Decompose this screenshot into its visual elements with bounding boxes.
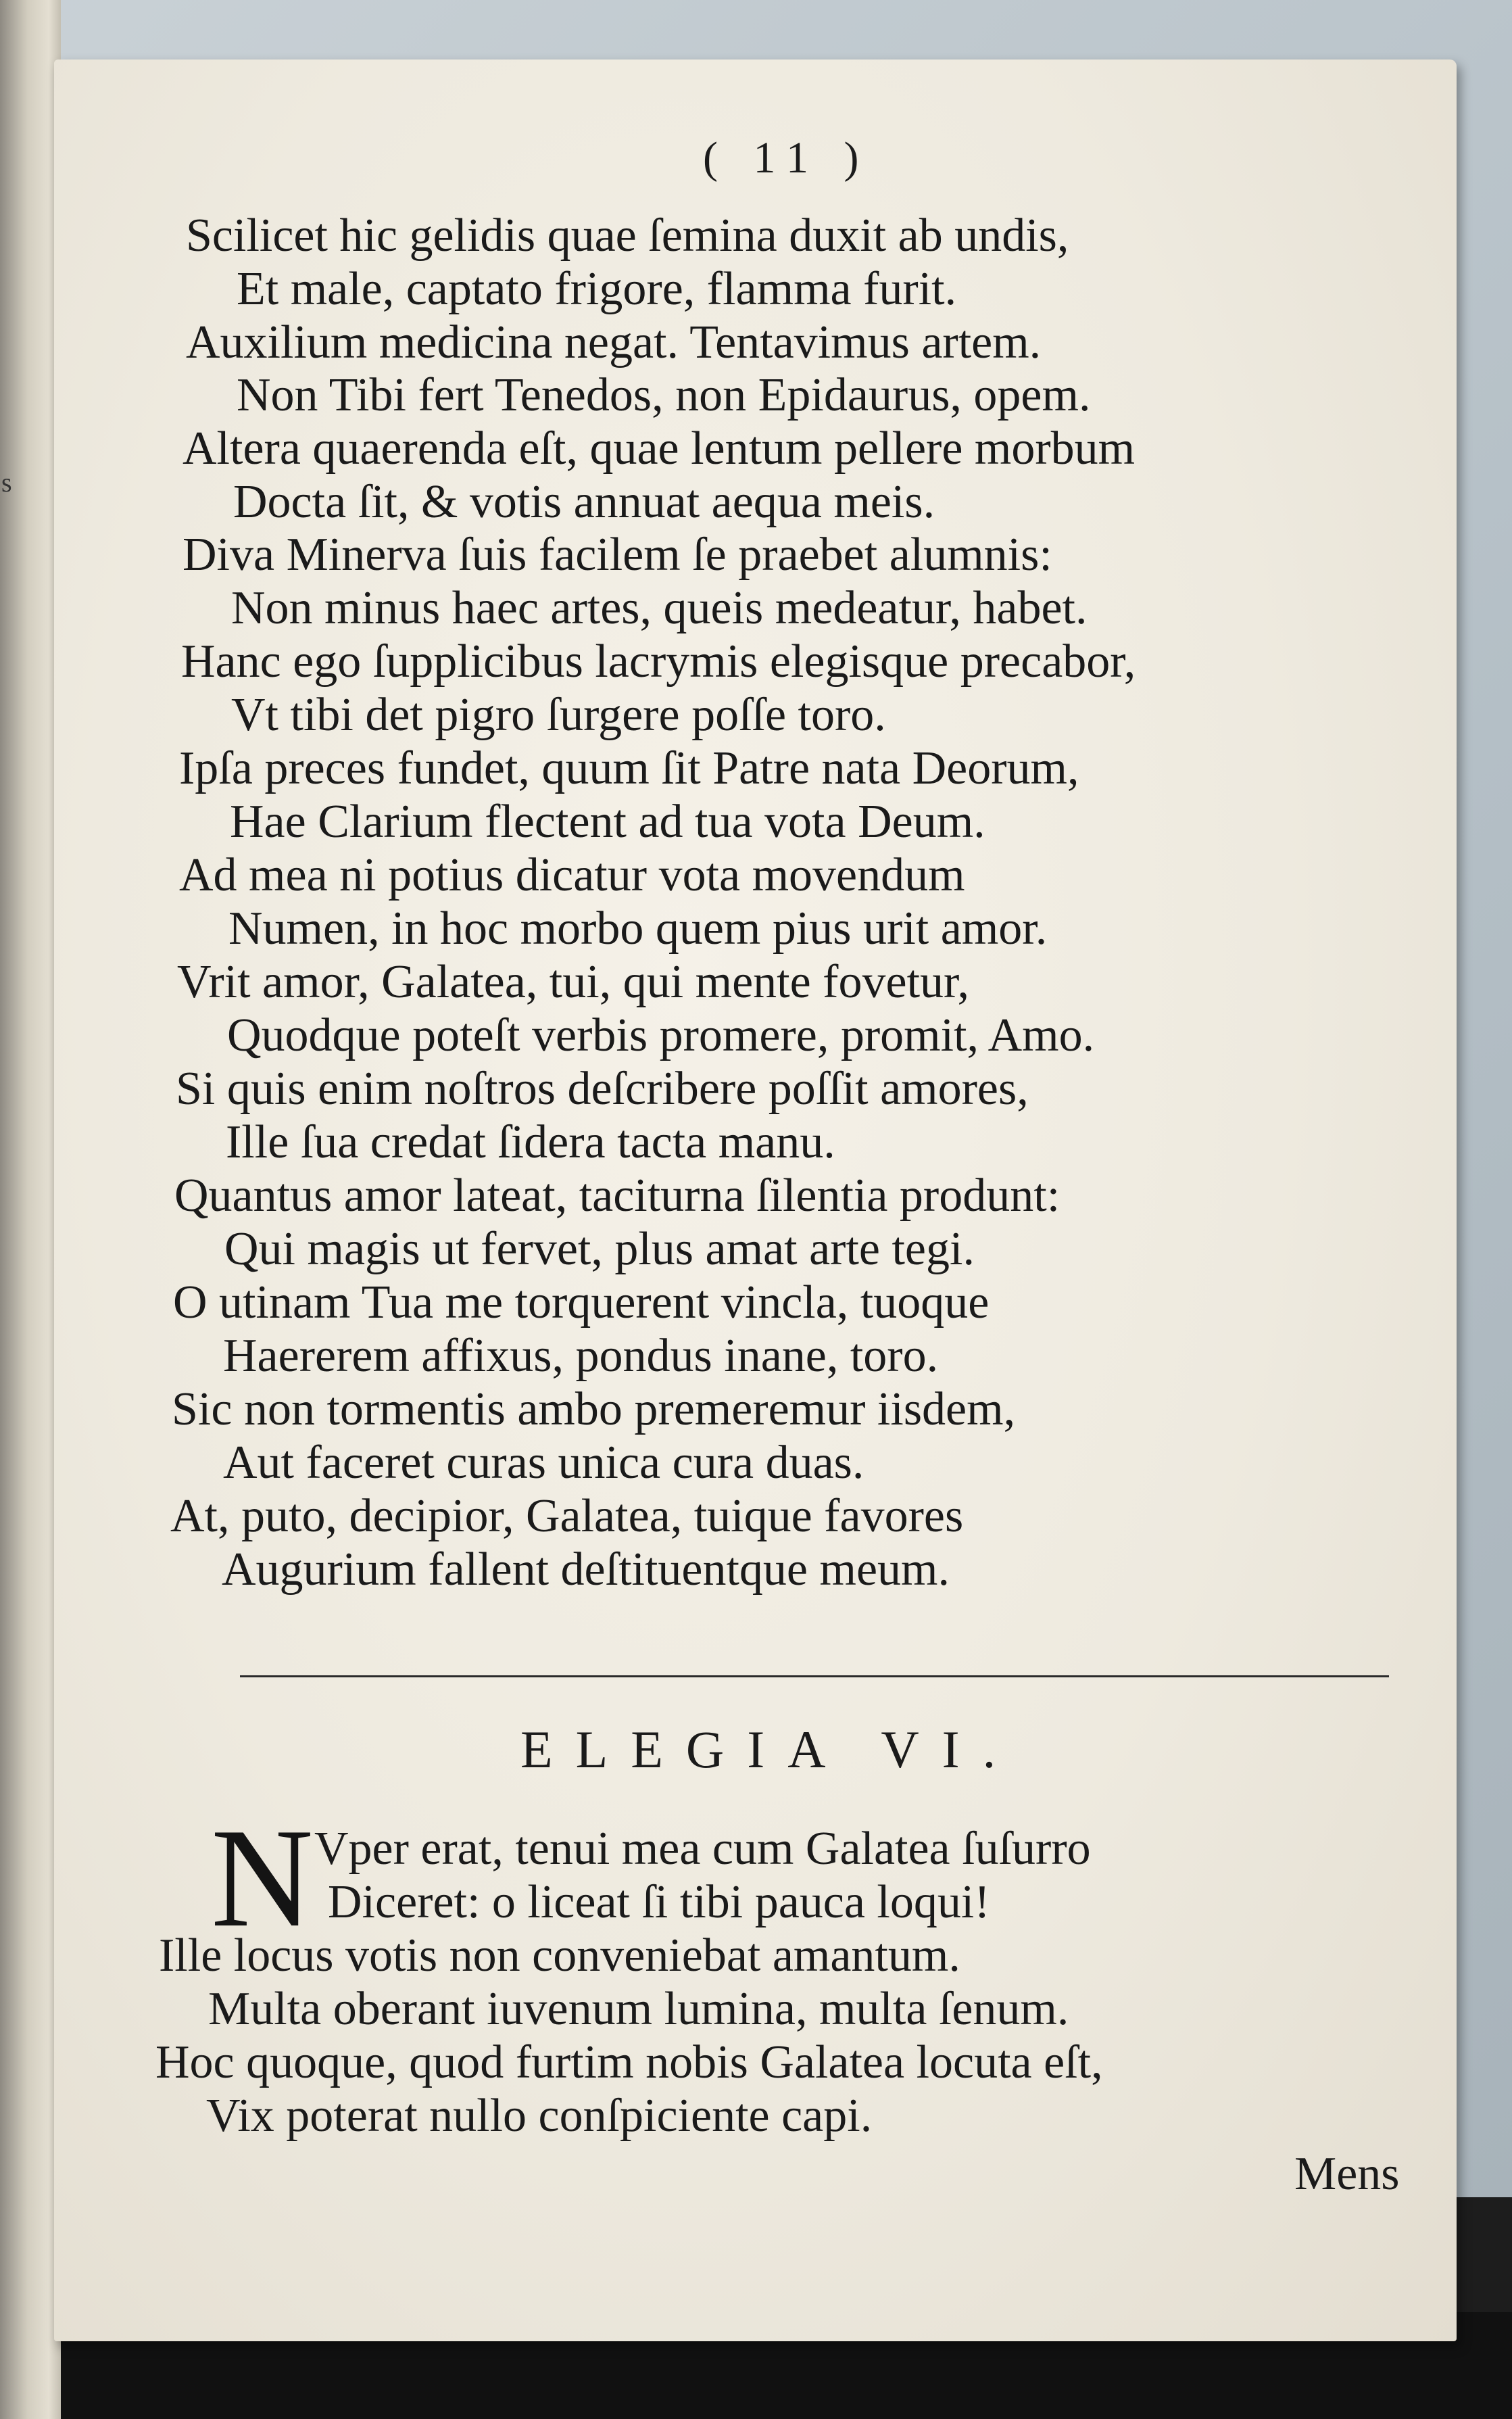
- verse-line: Sic non tormentis ambo premeremur iisdem,: [172, 1383, 1016, 1435]
- verse-line: Augurium fallent deſtituentque meum.: [222, 1543, 950, 1596]
- verse-line: Ille ſua credat ſidera tacta manu.: [226, 1116, 835, 1168]
- section-divider: [240, 1675, 1389, 1677]
- drop-cap: N: [211, 1800, 314, 1957]
- elegy-verse-line: Hoc quoque, quod furtim nobis Galatea locuta eſt,: [155, 2036, 1103, 2088]
- verse-line: Quodque poteſt verbis promere, promit, Amo.: [227, 1009, 1095, 1061]
- catchword: Mens: [1294, 2148, 1400, 2200]
- elegy-verse-line: Vper erat, tenui mea cum Galatea ſuſurro: [314, 1823, 1091, 1875]
- verse-line: Non minus haec artes, queis medeatur, habet.: [231, 582, 1088, 634]
- verse-line: Docta ſit, & votis annuat aequa meis.: [233, 476, 935, 528]
- verse-line: Et male, captato frigore, flamma furit.: [237, 263, 957, 315]
- facing-page-edge: [0, 0, 61, 2419]
- verse-line: Altera quaerenda eſt, quae lentum pellere morbum: [182, 423, 1136, 475]
- page-number: ( 11 ): [703, 133, 871, 183]
- verse-line: Non Tibi fert Tenedos, non Epidaurus, opem.: [237, 369, 1091, 421]
- section-heading: ELEGIA VI.: [520, 1720, 1019, 1779]
- verse-line: Haererem affixus, pondus inane, toro.: [223, 1330, 939, 1382]
- elegy-verse-line: Ille locus votis non conveniebat amantum.: [159, 1930, 960, 1982]
- facing-page-mark: s: [1, 467, 12, 498]
- verse-line: O utinam Tua me torquerent vincla, tuoque: [173, 1276, 990, 1328]
- verse-line: Aut faceret curas unica cura duas.: [223, 1437, 864, 1489]
- verse-line: Scilicet hic gelidis quae ſemina duxit ab undis,: [186, 210, 1069, 262]
- verse-line: Qui magis ut fervet, plus amat arte tegi.: [224, 1223, 975, 1275]
- verse-line: At, puto, decipior, Galatea, tuique favores: [170, 1490, 964, 1542]
- verse-line: Numen, in hoc morbo quem pius urit amor.: [228, 903, 1048, 955]
- verse-line: Ad mea ni potius dicatur vota movendum: [179, 849, 965, 901]
- verse-line: Hae Clarium flectent ad tua vota Deum.: [230, 796, 985, 848]
- verse-line: Hanc ego ſupplicibus lacrymis elegisque precabor,: [181, 636, 1136, 688]
- elegy-verse-line: Multa oberant iuvenum lumina, multa ſenum.: [208, 1983, 1069, 2035]
- verse-line: Quantus amor lateat, taciturna ſilentia produnt:: [174, 1170, 1060, 1222]
- verse-line: Diva Minerva ſuis facilem ſe praebet alumnis:: [182, 529, 1052, 581]
- book-page: [54, 59, 1457, 2341]
- verse-line: Vrit amor, Galatea, tui, qui mente fovetur,: [177, 956, 970, 1008]
- verse-line: Vt tibi det pigro ſurgere poſſe toro.: [231, 689, 886, 741]
- elegy-verse-line: Vix poterat nullo conſpiciente capi.: [206, 2090, 873, 2142]
- verse-line: Ipſa preces fundet, quum ſit Patre nata Deorum,: [179, 742, 1079, 794]
- elegy-verse-line: Diceret: o liceat ſi tibi pauca loqui!: [328, 1876, 990, 1928]
- verse-line: Auxilium medicina negat. Tentavimus artem.: [186, 316, 1042, 368]
- verse-line: Si quis enim noſtros deſcribere poſſit amores,: [176, 1063, 1029, 1115]
